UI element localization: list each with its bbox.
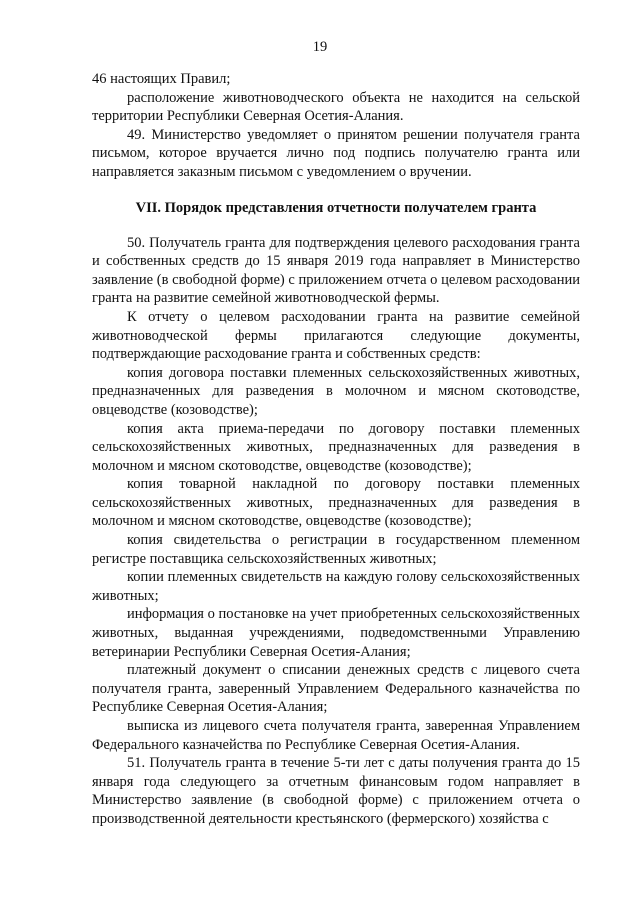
list-item-registration-certificate: копия свидетельства о регистрации в государственном племенном регистре поставщика сельскохозяйственных животных; (92, 532, 580, 567)
paragraph-territory-condition: расположение животноводческого объекта не находится на сельской территории Республики Северная Осетия-Алания. (92, 89, 580, 125)
paragraph-51: 51. Получатель гранта в течение 5-ти лет с даты получения гранта до 15 января года следующего за отчетным финансовым годом направляет в Министерство заявление (в свободной форме) с приложением отчета о производственной деятельности крестьянского (фермерского) хозяйства с (92, 755, 580, 827)
paragraph-rule-46-continuation: 46 настоящих Правил; (92, 71, 231, 87)
document-body (92, 70, 580, 829)
page-number: 19 (312, 39, 328, 55)
list-item-acceptance-act: копия акта приема-передачи по договору поставки племенных сельскохозяйственных животных, предназначенных для разведения в молочном и мясном скотоводстве, овцеводстве (козоводстве); (92, 420, 580, 474)
list-item-waybill: копия товарной накладной по договору поставки племенных сельскохозяйственных животных, предназначенных для разведения в молочном и мясном скотоводстве, овцеводстве (козоводстве); (92, 476, 580, 530)
paragraph-50: 50. Получатель гранта для подтверждения целевого расходования гранта и собственных средств до 15 января 2019 года направляет в Министерство заявление (в свободной форме) с приложением отчета о целевом расходовании гранта на развитие семейной животноводческой фермы. (92, 234, 580, 307)
section-heading: VII. Порядок представления отчетности получателем гранта (135, 199, 537, 216)
paragraph-report-attachments: К отчету о целевом расходовании гранта на развитие семейной животноводческой фермы прилагаются следующие документы, подтверждающие расходование гранта и собственных средств: (92, 308, 580, 363)
list-item-account-statement: выписка из лицевого счета получателя гранта, заверенная Управлением Федерального казначейства по Республике Северная Осетия-Алания. (92, 718, 580, 753)
list-item-veterinary-registration: информация о постановке на учет приобретенных сельскохозяйственных животных, выданная учреждениями, подведомственными Управлению ветеринарии Республики Северная Осетия-Алания; (92, 606, 580, 660)
list-item-payment-document: платежный документ о списании денежных средств с лицевого счета получателя гранта, заверенный Управлением Федерального казначейства по Республике Северная Осетия-Алания; (92, 662, 580, 716)
list-item-breeding-certificates: копии племенных свидетельств на каждую голову сельскохозяйственных животных; (92, 569, 580, 604)
list-item-supply-contract: копия договора поставки племенных сельскохозяйственных животных, предназначенных для разведения в молочном и мясном скотоводстве, овцеводстве (козоводстве); (92, 364, 580, 418)
paragraph-49: 49. Министерство уведомляет о принятом решении получателя гранта письмом, которое вручается лично под подпись получателю гранта или направляется заказным письмом с уведомлением о вручении. (92, 126, 580, 180)
